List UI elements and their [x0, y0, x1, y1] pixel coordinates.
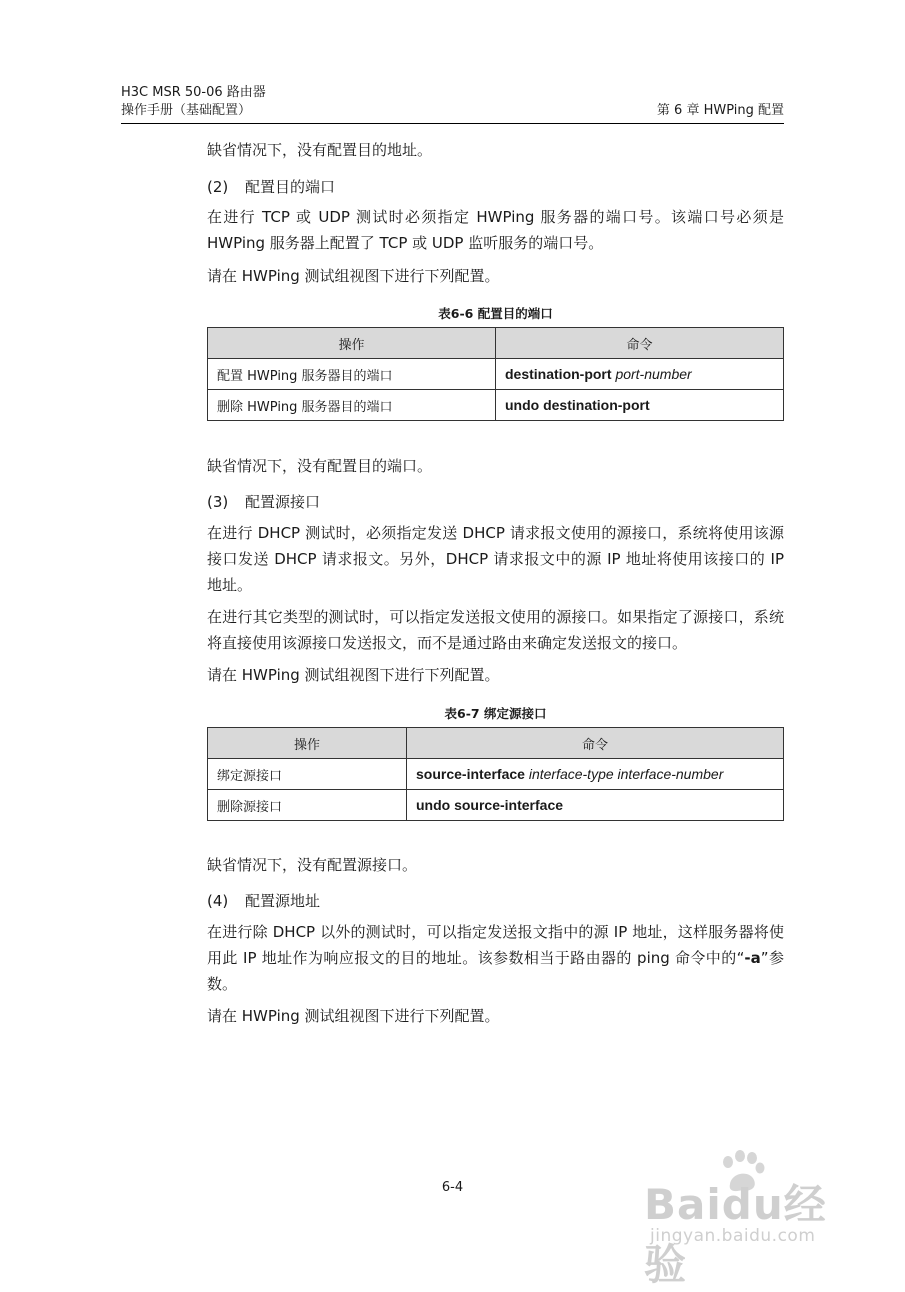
header-product: H3C MSR 50-06 路由器	[121, 85, 266, 100]
table-header-row	[208, 728, 784, 759]
table-header-row	[208, 328, 784, 359]
section-title: 配置源接口	[245, 493, 321, 511]
table-row	[208, 790, 784, 821]
command-argument: port-number	[615, 366, 692, 382]
page-header	[121, 84, 784, 120]
paragraph-config-hint-2: 请在 HWPing 测试组视图下进行下列配置。	[207, 666, 500, 684]
paragraph-source-address-desc	[207, 919, 784, 997]
section-heading-source-address	[207, 888, 784, 914]
paragraph-default-source-interface: 缺省情况下，没有配置源接口。	[207, 856, 418, 874]
header-manual: 操作手册（基础配置）	[121, 103, 252, 118]
command-cell	[496, 359, 784, 390]
text-run: 在进行除 DHCP 以外的测试时，可以指定发送报文指中的源 IP 地址，这样服务器将使用此 IP 地址作为响应报文的目的地址。该参数相当于路由器的 ping 命令中的“	[207, 923, 784, 967]
paragraph-default-dest-port: 缺省情况下，没有配置目的端口。	[207, 457, 433, 475]
column-header-command: 命令	[496, 328, 784, 359]
baidu-watermark	[644, 1156, 864, 1289]
paragraph-default-dest-addr: 缺省情况下，没有配置目的地址。	[207, 141, 433, 159]
header-chapter: 第 6 章 HWPing 配置	[656, 103, 784, 118]
section-title: 配置目的端口	[245, 178, 336, 196]
watermark-brand: Baidu经验	[644, 1180, 827, 1289]
watermark-url: jingyan.baidu.com	[650, 1226, 816, 1246]
section-title: 配置源地址	[245, 892, 321, 910]
table2-caption: 表6-7 绑定源接口	[444, 706, 547, 721]
command-cell	[496, 390, 784, 421]
operation-cell: 绑定源接口	[208, 759, 407, 790]
table-row	[208, 359, 784, 390]
column-header-operation: 操作	[208, 328, 496, 359]
column-header-command: 命令	[407, 728, 784, 759]
section-number: (2)	[207, 178, 229, 196]
command-cell	[407, 759, 784, 790]
command-keyword: undo source-interface	[416, 797, 564, 813]
section-heading-dest-port	[207, 174, 784, 200]
text-run: ”参数。	[207, 949, 784, 993]
paragraph-config-hint-1: 请在 HWPing 测试组视图下进行下列配置。	[207, 267, 500, 285]
command-keyword: undo destination-port	[505, 397, 650, 413]
section-heading-source-interface	[207, 489, 784, 515]
column-header-operation: 操作	[208, 728, 407, 759]
command-keyword: source-interface	[416, 766, 525, 782]
command-keyword: destination-port	[505, 366, 612, 382]
table1-caption: 表6-6 配置目的端口	[438, 306, 553, 321]
paragraph-other-tests-source-interface: 在进行其它类型的测试时，可以指定发送报文使用的源接口。如果指定了源接口，系统将直接使用该源接口发送报文，而不是通过路由来确定发送报文的接口。	[207, 608, 784, 652]
command-argument: interface-type interface-number	[528, 766, 724, 782]
page-number: 6-4	[441, 1180, 464, 1195]
option-a-code: -a	[744, 949, 761, 967]
section-number: (4)	[207, 892, 229, 910]
table-row	[208, 759, 784, 790]
header-rule	[121, 123, 784, 124]
paragraph-config-hint-3: 请在 HWPing 测试组视图下进行下列配置。	[207, 1007, 500, 1025]
table-dest-port	[207, 327, 784, 421]
command-cell	[407, 790, 784, 821]
operation-cell: 删除 HWPing 服务器目的端口	[208, 390, 496, 421]
paragraph-dhcp-source-interface: 在进行 DHCP 测试时，必须指定发送 DHCP 请求报文使用的源接口，系统将使用该源接口发送 DHCP 请求报文。另外，DHCP 请求报文中的源 IP 地址将使用该接口的 IP 地址。	[207, 524, 784, 594]
paragraph-dest-port-desc: 在进行 TCP 或 UDP 测试时必须指定 HWPing 服务器的端口号。该端口号必须是 HWPing 服务器上配置了 TCP 或 UDP 监听服务的端口号。	[207, 208, 784, 252]
operation-cell: 配置 HWPing 服务器目的端口	[208, 359, 496, 390]
operation-cell: 删除源接口	[208, 790, 407, 821]
table-source-interface	[207, 727, 784, 821]
section-number: (3)	[207, 493, 229, 511]
table-row	[208, 390, 784, 421]
